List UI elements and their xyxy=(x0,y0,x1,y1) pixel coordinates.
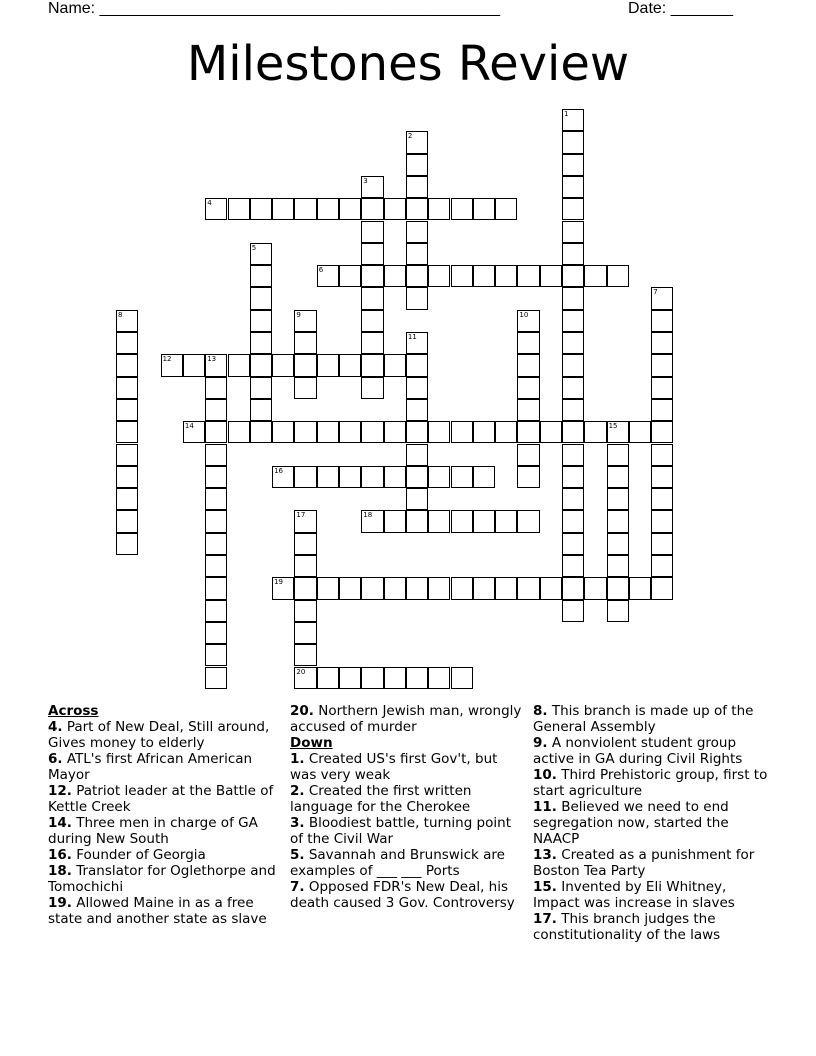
crossword-cell[interactable] xyxy=(562,377,584,399)
crossword-cell[interactable] xyxy=(384,510,406,532)
crossword-cell[interactable] xyxy=(607,577,629,599)
clue-number: 6 xyxy=(318,266,324,275)
crossword-cell[interactable] xyxy=(384,667,406,689)
crossword-cell[interactable] xyxy=(294,555,316,577)
clue-down-3: 3. Bloodiest battle, turning point of the Civil War xyxy=(290,815,511,847)
crossword-cell[interactable] xyxy=(428,667,450,689)
clue-across-19: 19. Allowed Maine in as a free state and another state as slave xyxy=(48,895,267,927)
crossword-cell[interactable] xyxy=(250,377,272,399)
crossword-cell[interactable] xyxy=(562,221,584,243)
crossword-cell[interactable] xyxy=(473,577,495,599)
crossword-cell[interactable] xyxy=(607,510,629,532)
crossword-cell[interactable] xyxy=(562,533,584,555)
crossword-cell[interactable] xyxy=(651,399,673,421)
crossword-cell[interactable] xyxy=(294,354,316,376)
crossword-cell[interactable] xyxy=(317,421,339,443)
crossword-cell[interactable] xyxy=(116,510,138,532)
crossword-cell[interactable] xyxy=(562,399,584,421)
crossword-cell[interactable] xyxy=(607,600,629,622)
crossword-cell[interactable] xyxy=(250,354,272,376)
crossword-cell[interactable] xyxy=(495,510,517,532)
crossword-cell[interactable] xyxy=(183,354,205,376)
crossword-cell[interactable] xyxy=(406,577,428,599)
crossword-cell[interactable] xyxy=(294,644,316,666)
crossword-cell[interactable] xyxy=(562,109,584,131)
clue-number: 20 xyxy=(296,667,306,676)
crossword-cell[interactable] xyxy=(562,332,584,354)
crossword-cell[interactable] xyxy=(651,533,673,555)
crossword-cell[interactable] xyxy=(116,533,138,555)
clue-number: 9 xyxy=(296,310,301,319)
crossword-cell[interactable] xyxy=(406,667,428,689)
crossword-cell[interactable] xyxy=(428,265,450,287)
crossword-cell[interactable] xyxy=(473,510,495,532)
crossword-cell[interactable] xyxy=(451,577,473,599)
crossword-cell[interactable] xyxy=(517,310,539,332)
crossword-cell[interactable] xyxy=(562,421,584,443)
clue-down-13: 13. Created as a punishment for Boston Tea Party xyxy=(533,847,755,879)
crossword-cell[interactable] xyxy=(339,421,361,443)
crossword-cell[interactable] xyxy=(250,421,272,443)
crossword-cell[interactable] xyxy=(317,265,339,287)
crossword-cell[interactable] xyxy=(361,198,383,220)
clue-number: 15 xyxy=(608,422,618,431)
crossword-cell[interactable] xyxy=(562,466,584,488)
crossword-cell[interactable] xyxy=(562,577,584,599)
date-field[interactable]: Date: _______ xyxy=(628,0,733,17)
crossword-cell[interactable] xyxy=(562,488,584,510)
crossword-cell[interactable] xyxy=(428,577,450,599)
crossword-cell[interactable] xyxy=(361,466,383,488)
crossword-cell[interactable] xyxy=(205,510,227,532)
crossword-cell[interactable] xyxy=(428,421,450,443)
clue-number: 18 xyxy=(363,511,373,520)
crossword-cell[interactable] xyxy=(116,466,138,488)
crossword-cell[interactable] xyxy=(317,354,339,376)
crossword-cell[interactable] xyxy=(562,354,584,376)
clue-number: 2 xyxy=(407,132,413,141)
crossword-cell[interactable] xyxy=(607,488,629,510)
crossword-cell[interactable] xyxy=(272,577,294,599)
crossword-cell[interactable] xyxy=(495,577,517,599)
crossword-cell[interactable] xyxy=(116,377,138,399)
crossword-cell[interactable] xyxy=(339,198,361,220)
crossword-cell[interactable] xyxy=(205,488,227,510)
clue-down-1: 1. Created US's first Gov't, but was very weak xyxy=(290,751,498,783)
clue-number: 12 xyxy=(162,355,172,364)
crossword-cell[interactable] xyxy=(607,265,629,287)
crossword-cell[interactable] xyxy=(205,555,227,577)
crossword-cell[interactable] xyxy=(607,444,629,466)
crossword-cell[interactable] xyxy=(562,510,584,532)
crossword-cell[interactable] xyxy=(205,198,227,220)
crossword-cell[interactable] xyxy=(607,421,629,443)
crossword-cell[interactable] xyxy=(406,287,428,309)
clue-number: 10 xyxy=(519,310,529,319)
crossword-cell[interactable] xyxy=(317,198,339,220)
crossword-cell[interactable] xyxy=(317,667,339,689)
clue-number: 16 xyxy=(274,466,284,475)
clue-down-2: 2. Created the first written language for the Cherokee xyxy=(290,783,472,815)
crossword-cell[interactable] xyxy=(294,198,316,220)
clue-number: 4 xyxy=(207,199,212,208)
crossword-cell[interactable] xyxy=(473,265,495,287)
crossword-cell[interactable] xyxy=(361,510,383,532)
crossword-cell[interactable] xyxy=(228,354,250,376)
clue-down-7: 7. Opposed FDR's New Deal, his death caused 3 Gov. Controversy xyxy=(290,879,515,911)
crossword-cell[interactable] xyxy=(517,577,539,599)
crossword-cell[interactable] xyxy=(562,555,584,577)
crossword-cell[interactable] xyxy=(228,198,250,220)
crossword-cell[interactable] xyxy=(451,265,473,287)
crossword-cell[interactable] xyxy=(651,488,673,510)
crossword-cell[interactable] xyxy=(517,466,539,488)
clue-across-4: 4. Part of New Deal, Still around, Gives money to elderly xyxy=(48,719,270,751)
crossword-cell[interactable] xyxy=(294,577,316,599)
crossword-cell[interactable] xyxy=(116,354,138,376)
crossword-cell[interactable] xyxy=(384,466,406,488)
crossword-cell[interactable] xyxy=(406,488,428,510)
clue-down-5: 5. Savannah and Brunswick are examples of ___ ___ Ports xyxy=(290,847,505,879)
crossword-cell[interactable] xyxy=(473,466,495,488)
crossword-cell[interactable] xyxy=(406,466,428,488)
crossword-cell[interactable] xyxy=(406,265,428,287)
crossword-cell[interactable] xyxy=(205,377,227,399)
crossword-cell[interactable] xyxy=(205,600,227,622)
crossword-cell[interactable] xyxy=(272,354,294,376)
crossword-cell[interactable] xyxy=(361,176,383,198)
clue-down-11: 11. Believed we need to end segregation now, started the NAACP xyxy=(533,799,729,847)
crossword-cell[interactable] xyxy=(294,332,316,354)
crossword-cell[interactable] xyxy=(651,377,673,399)
crossword-cell[interactable] xyxy=(116,399,138,421)
crossword-cell[interactable] xyxy=(205,667,227,689)
crossword-cell[interactable] xyxy=(361,577,383,599)
clue-number: 1 xyxy=(564,110,569,118)
crossword-cell[interactable] xyxy=(116,444,138,466)
crossword-cell[interactable] xyxy=(116,488,138,510)
crossword-cell[interactable] xyxy=(339,354,361,376)
clue-across-16: 16. Founder of Georgia xyxy=(48,847,206,863)
crossword-cell[interactable] xyxy=(651,310,673,332)
clue-number: 19 xyxy=(274,578,284,587)
crossword-cell[interactable] xyxy=(651,421,673,443)
clue-number: 3 xyxy=(363,176,368,185)
crossword-cell[interactable] xyxy=(584,265,606,287)
crossword-cell[interactable] xyxy=(361,287,383,309)
crossword-cell[interactable] xyxy=(294,466,316,488)
clue-across-18: 18. Translator for Oglethorpe and Tomochichi xyxy=(48,863,276,895)
crossword-cell[interactable] xyxy=(651,444,673,466)
crossword-cell[interactable] xyxy=(205,444,227,466)
crossword-cell[interactable] xyxy=(651,577,673,599)
crossword-cell[interactable] xyxy=(406,332,428,354)
crossword-cell[interactable] xyxy=(317,577,339,599)
crossword-cell[interactable] xyxy=(205,644,227,666)
down-heading: Down xyxy=(290,735,333,751)
crossword-cell[interactable] xyxy=(651,466,673,488)
crossword-cell[interactable] xyxy=(562,265,584,287)
clue-across-6: 6. ATL's first African American Mayor xyxy=(48,751,253,783)
crossword-cell[interactable] xyxy=(161,354,183,376)
crossword-cell[interactable] xyxy=(205,421,227,443)
crossword-cell[interactable] xyxy=(205,399,227,421)
crossword-cell[interactable] xyxy=(384,421,406,443)
crossword-cell[interactable] xyxy=(250,310,272,332)
crossword-cell[interactable] xyxy=(562,176,584,198)
clue-down-15: 15. Invented by Eli Whitney, Impact was increase in slaves xyxy=(533,879,735,911)
crossword-cell[interactable] xyxy=(562,310,584,332)
crossword-cell[interactable] xyxy=(406,131,428,153)
crossword-cell[interactable] xyxy=(183,421,205,443)
crossword-cell[interactable] xyxy=(294,533,316,555)
crossword-cell[interactable] xyxy=(406,154,428,176)
crossword-cell[interactable] xyxy=(294,510,316,532)
crossword-cell[interactable] xyxy=(517,265,539,287)
crossword-cell[interactable] xyxy=(607,533,629,555)
crossword-cell[interactable] xyxy=(228,421,250,443)
crossword-cell[interactable] xyxy=(384,198,406,220)
clue-number: 11 xyxy=(407,333,417,341)
crossword-cell[interactable] xyxy=(495,421,517,443)
crossword-cell[interactable] xyxy=(584,421,606,443)
crossword-cell[interactable] xyxy=(339,466,361,488)
crossword-cell[interactable] xyxy=(294,310,316,332)
crossword-cell[interactable] xyxy=(339,667,361,689)
crossword-cell[interactable] xyxy=(361,310,383,332)
crossword-cell[interactable] xyxy=(250,198,272,220)
crossword-cell[interactable] xyxy=(294,667,316,689)
crossword-cell[interactable] xyxy=(294,622,316,644)
crossword-cell[interactable] xyxy=(384,577,406,599)
crossword-cell[interactable] xyxy=(451,198,473,220)
crossword-cell[interactable] xyxy=(562,154,584,176)
crossword-cell[interactable] xyxy=(406,377,428,399)
crossword-cell[interactable] xyxy=(361,377,383,399)
crossword-cell[interactable] xyxy=(384,354,406,376)
crossword-cell[interactable] xyxy=(451,667,473,689)
crossword-cell[interactable] xyxy=(272,198,294,220)
clues-column-1 xyxy=(48,703,280,927)
crossword-cell[interactable] xyxy=(651,332,673,354)
crossword-cell[interactable] xyxy=(517,377,539,399)
name-field[interactable]: Name: _____________________________________________ xyxy=(48,0,500,17)
crossword-cell[interactable] xyxy=(384,265,406,287)
crossword-cell[interactable] xyxy=(294,421,316,443)
crossword-cell[interactable] xyxy=(562,243,584,265)
crossword-cell[interactable] xyxy=(361,421,383,443)
crossword-cell[interactable] xyxy=(428,198,450,220)
crossword-cell[interactable] xyxy=(406,354,428,376)
crossword-cell[interactable] xyxy=(250,265,272,287)
across-heading: Across xyxy=(48,703,99,719)
crossword-cell[interactable] xyxy=(205,354,227,376)
crossword-cell[interactable] xyxy=(406,421,428,443)
clue-down-8: 8. This branch is made up of the General Assembly xyxy=(533,703,754,735)
clue-number: 13 xyxy=(207,355,217,364)
crossword-cell[interactable] xyxy=(339,577,361,599)
crossword-cell[interactable] xyxy=(406,399,428,421)
crossword-cell[interactable] xyxy=(517,332,539,354)
crossword-cell[interactable] xyxy=(406,198,428,220)
crossword-cell[interactable] xyxy=(473,421,495,443)
crossword-cell[interactable] xyxy=(562,444,584,466)
crossword-cell[interactable] xyxy=(116,310,138,332)
crossword-cell[interactable] xyxy=(651,354,673,376)
crossword-cell[interactable] xyxy=(540,577,562,599)
crossword-cell[interactable] xyxy=(250,399,272,421)
crossword-cell[interactable] xyxy=(495,265,517,287)
clue-across-12: 12. Patriot leader at the Battle of Kettle Creek xyxy=(48,783,274,815)
clue-down-9: 9. A nonviolent student group active in GA during Civil Rights xyxy=(533,735,743,767)
crossword-cell[interactable] xyxy=(562,198,584,220)
crossword-cell[interactable] xyxy=(361,265,383,287)
clue-number: 7 xyxy=(653,288,658,297)
crossword-cell[interactable] xyxy=(517,421,539,443)
clue-across-20: 20. Northern Jewish man, wrongly accused of murder xyxy=(290,703,522,735)
clue-number: 5 xyxy=(251,243,257,252)
crossword-cell[interactable] xyxy=(451,510,473,532)
crossword-cell[interactable] xyxy=(339,265,361,287)
crossword-cell[interactable] xyxy=(272,466,294,488)
crossword-cell[interactable] xyxy=(517,399,539,421)
clue-number: 8 xyxy=(118,310,123,319)
crossword-cell[interactable] xyxy=(629,577,651,599)
crossword-cell[interactable] xyxy=(406,243,428,265)
crossword-cell[interactable] xyxy=(540,421,562,443)
crossword-cell[interactable] xyxy=(205,533,227,555)
crossword-cell[interactable] xyxy=(607,555,629,577)
crossword-cell[interactable] xyxy=(406,444,428,466)
clue-down-10: 10. Third Prehistoric group, first to start agriculture xyxy=(533,767,768,799)
crossword-cell[interactable] xyxy=(517,444,539,466)
crossword-cell[interactable] xyxy=(361,332,383,354)
crossword-cell[interactable] xyxy=(517,354,539,376)
clue-across-14: 14. Three men in charge of GA during New South xyxy=(48,815,258,847)
clue-number: 14 xyxy=(184,422,194,431)
crossword-cell[interactable] xyxy=(361,667,383,689)
page-title: Milestones Review xyxy=(186,36,630,92)
crossword-cell[interactable] xyxy=(428,466,450,488)
crossword-cell[interactable] xyxy=(428,510,450,532)
clue-down-17: 17. This branch judges the constitutionality of the laws xyxy=(533,911,721,943)
crossword-cell[interactable] xyxy=(250,243,272,265)
crossword-cell[interactable] xyxy=(250,287,272,309)
crossword-cell[interactable] xyxy=(584,577,606,599)
crossword-cell[interactable] xyxy=(116,332,138,354)
crossword-cell[interactable] xyxy=(473,198,495,220)
crossword-cell[interactable] xyxy=(607,466,629,488)
clues-column-2 xyxy=(290,703,522,911)
crossword-cell[interactable] xyxy=(562,600,584,622)
crossword-cell[interactable] xyxy=(406,221,428,243)
crossword-cell[interactable] xyxy=(651,555,673,577)
crossword-cell[interactable] xyxy=(250,332,272,354)
clues-column-3 xyxy=(533,703,773,943)
crossword-cell[interactable] xyxy=(406,510,428,532)
crossword-cell[interactable] xyxy=(651,510,673,532)
crossword-cell[interactable] xyxy=(294,377,316,399)
crossword-cell[interactable] xyxy=(451,421,473,443)
crossword-cell[interactable] xyxy=(540,265,562,287)
clue-number: 17 xyxy=(296,511,306,520)
crossword-cell[interactable] xyxy=(205,622,227,644)
crossword-cell[interactable] xyxy=(517,510,539,532)
crossword-cell[interactable] xyxy=(629,421,651,443)
crossword-cell[interactable] xyxy=(495,198,517,220)
crossword-cell[interactable] xyxy=(361,221,383,243)
crossword-cell[interactable] xyxy=(116,421,138,443)
crossword-cell[interactable] xyxy=(361,243,383,265)
crossword-cell[interactable] xyxy=(205,466,227,488)
crossword-cell[interactable] xyxy=(317,466,339,488)
crossword-cell[interactable] xyxy=(205,577,227,599)
crossword-cell[interactable] xyxy=(451,466,473,488)
crossword-cell[interactable] xyxy=(294,600,316,622)
crossword-cell[interactable] xyxy=(406,176,428,198)
crossword-cell[interactable] xyxy=(361,354,383,376)
crossword-cell[interactable] xyxy=(272,421,294,443)
crossword-cell[interactable] xyxy=(562,287,584,309)
crossword-cell[interactable] xyxy=(562,131,584,153)
crossword-cell[interactable] xyxy=(651,287,673,309)
